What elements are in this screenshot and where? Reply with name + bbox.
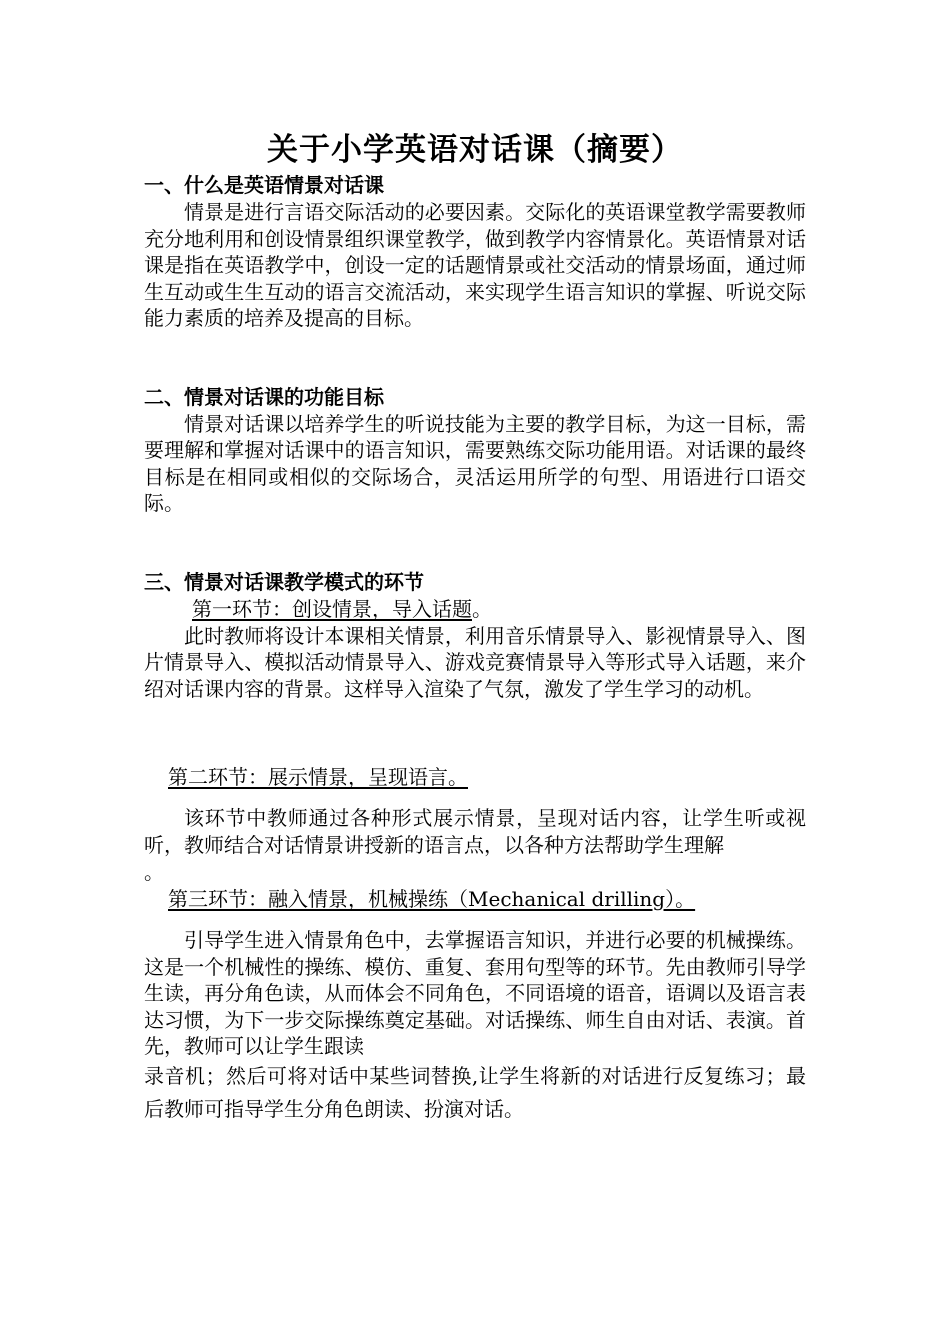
spacer [144, 913, 806, 927]
step-3-paragraph-b: 录音机；然后可将对话中某些词替换,让学生将新的对话进行反复练习；最后教师可指导学生分角色朗读、扮演对话。 [144, 1063, 806, 1121]
step-2-title [144, 764, 806, 791]
step-1-paragraph: 此时教师将设计本课相关情景，利用音乐情景导入、影视情景导入、图片情景导入、模拟活动情景导入、游戏竞赛情景导入等形式导入话题，来介绍对话课内容的背景。这样导入渲染了气氛，激发了学生学习的动机。 [144, 623, 806, 701]
step-2-title-text: 第二环节：展示情景，呈现语言。 [168, 765, 468, 789]
spacer [144, 332, 806, 384]
spacer [144, 517, 806, 569]
document-title: 关于小学英语对话课（摘要） [267, 132, 683, 168]
step-1-title-text: 第一环节：创设情景，导入话题 [192, 596, 472, 621]
section-heading-1: 一、什么是英语情景对话课 [144, 173, 384, 197]
section-paragraph-2: 情景对话课以培养学生的听说技能为主要的教学目标，为这一目标，需要理解和掌握对话课中的语言知识，需要熟练交际功能用语。对话课的最终目标是在相同或相似的交际场合，灵活运用所学的句型、用语进行口语交际。 [144, 411, 806, 515]
section-heading-2: 二、情景对话课的功能目标 [144, 384, 384, 409]
step-1-title [144, 596, 806, 623]
spacer [144, 791, 806, 805]
spacer [144, 702, 806, 764]
step-2-paragraph: 该环节中教师通过各种形式展示情景，呈现对话内容，让学生听或视听，教师结合对话情景讲授新的语言点，以各种方法帮助学生理解 [144, 806, 806, 857]
step-3-title [144, 886, 806, 913]
section-paragraph-1: 情景是进行言语交际活动的必要因素。交际化的英语课堂教学需要教师充分地利用和创设情景组织课堂教学，做到教学内容情景化。英语情景对话课是指在英语教学中，创设一定的话题情景或社交活动的情景场面，通过师生互动或生生互动的语言交流活动，来实现学生语言知识的掌握、听说交际能力素质的培养及提高的目标。 [144, 200, 806, 330]
step-2-trailing: 。 [144, 860, 164, 884]
document-page [144, 128, 806, 1126]
step-3-title-text: 第三环节：融入情景，机械操练（Mechanical drilling）。 [168, 887, 696, 911]
section-heading-3: 三、情景对话课教学模式的环节 [144, 569, 424, 594]
step-1-title-tail: 。 [472, 596, 492, 621]
step-3-paragraph-a: 引导学生进入情景角色中，去掌握语言知识，并进行必要的机械操练。这是一个机械性的操练、模仿、重复、套用句型等的环节。先由教师引导学生读，再分角色读，从而体会不同角色，不同语境的语音，语调以及语言表达习惯，为下一步交际操练奠定基础。对话操练、师生自由对话、表演。首先，教师可以让学生跟读 [144, 928, 806, 1058]
